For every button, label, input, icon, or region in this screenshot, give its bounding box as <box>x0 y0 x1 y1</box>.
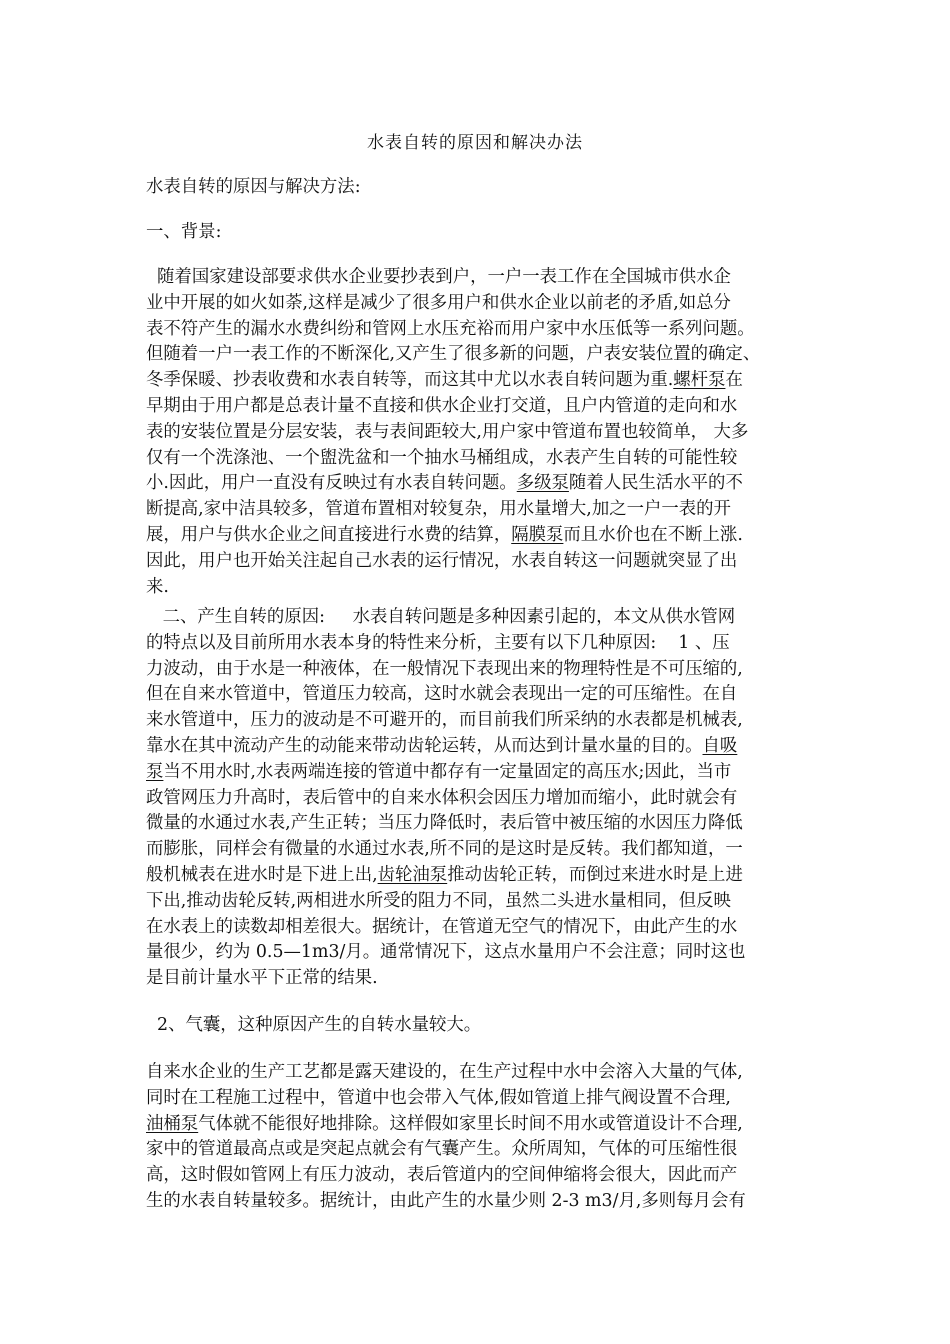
text-line: 力波动，由于水是一种液体，在一般情况下表现出来的物理特性是不可压缩的, <box>146 658 743 679</box>
text-span: 小.因此，用户一直没有反映过有水表自转问题。 <box>146 473 517 494</box>
text-line: 量很少，约为 0.5—1m3/月。通常情况下，这点水量用户不会注意；同时这也 <box>146 942 746 963</box>
link-gear-oil-pump[interactable]: 齿轮油泵 <box>377 864 448 885</box>
paragraph-air-pocket-heading <box>146 1013 808 1039</box>
text-line: 来水管道中，压力的波动是不可避开的，而目前我们所采纳的水表都是机械表, <box>146 710 743 731</box>
text-span: 冬季保暖、抄表收费和水表自转等，而这其中尤以水表自转问题为重. <box>146 370 674 391</box>
text-line: 而膨胀，同样会有微量的水通过水表,所不同的是这时是反转。我们都知道，一 <box>146 839 743 860</box>
text-line: 微量的水通过水表,产生正转；当压力降低时，表后管中被压缩的水因压力降低 <box>146 813 743 834</box>
text-line: 表的安装位置是分层安装，表与表间距较大,用户家中管道布置也较简单， 大多 <box>146 421 749 442</box>
text-span: 而且水价也在不断上涨. <box>563 524 743 545</box>
text-line <box>146 471 808 497</box>
text-line: 生的水表自转量较多。据统计，由此产生的水量少则 2-3 m3/月,多则每月会有 <box>146 1190 746 1211</box>
text-line: 业中开展的如火如荼,这样是减少了很多用户和供水企业以前老的矛盾,如总分 <box>146 292 731 313</box>
link-self-priming-pump-cont[interactable]: 泵 <box>146 761 164 782</box>
text-line: 同时在工程施工过程中，管道中也会带入气体,假如管道上排气阀设置不合理, <box>146 1087 731 1108</box>
text-line: 因此，用户也开始关注起自己水表的运行情况，水表自转这一问题就突显了出 <box>146 550 738 571</box>
paragraph-causes <box>146 605 808 992</box>
intro-line <box>146 175 808 201</box>
text-line: 是目前计量水平下正常的结果. <box>146 968 378 989</box>
text-line: 的特点以及目前所用水表本身的特性来分析，主要有以下几种原因: 1 、压 <box>146 632 730 653</box>
text-line <box>146 734 808 760</box>
text-line: 断提高,家中洁具较多，管道布置相对较复杂，用水量增大,加之一户一表的开 <box>146 499 731 520</box>
section-1-heading <box>146 220 808 246</box>
text-span: 推动齿轮正转，而倒过来进水时是上进 <box>447 864 743 885</box>
link-self-priming-pump[interactable]: 自吸 <box>702 735 738 756</box>
text-line: 但在自来水管道中，管道压力较高，这时水就会表现出一定的可压缩性。在自 <box>146 684 738 705</box>
text-line: 表不符产生的漏水水费纠纷和管网上水压充裕而用户家中水压低等一系列问题。 <box>146 318 755 339</box>
text-line: 仅有一个洗涤池、一个盥洗盆和一个抽水马桶组成，水表产生自转的可能性较 <box>146 447 738 468</box>
text-line <box>146 760 808 786</box>
link-drum-pump[interactable]: 油桶泵 <box>146 1113 199 1134</box>
text-line: 2、气囊，这种原因产生的自转水量较大。 <box>146 1015 482 1035</box>
paragraph-air-pocket <box>146 1060 808 1215</box>
section-1-heading-text: 一、背景: <box>146 222 222 242</box>
text-line <box>146 863 808 889</box>
text-line: 来. <box>146 576 169 597</box>
document-title: 水表自转的原因和解决办法 <box>367 133 583 153</box>
link-screw-pump[interactable]: 螺杆泵 <box>673 370 726 391</box>
text-line: 随着国家建设部要求供水企业要抄表到户，一户一表工作在全国城市供水企 <box>146 267 731 287</box>
intro-text: 水表自转的原因与解决方法: <box>146 177 361 197</box>
text-line: 下出,推动齿轮反转,两相进水所受的阻力不同，虽然二头进水量相同，但反映 <box>146 890 731 911</box>
link-diaphragm-pump[interactable]: 隔膜泵 <box>511 524 564 545</box>
text-line: 在水表上的读数却相差很大。据统计，在管道无空气的情况下，由此产生的水 <box>146 916 738 937</box>
text-line: 自来水企业的生产工艺都是露天建设的，在生产过程中水中会溶入大量的气体, <box>146 1062 743 1082</box>
text-span: 靠水在其中流动产生的动能来带动齿轮运转，从而达到计量水量的目的。 <box>146 735 703 756</box>
text-line: 二、产生自转的原因: 水表自转问题是多种因素引起的，本文从供水管网 <box>146 607 736 627</box>
text-line <box>146 523 808 549</box>
text-line: 早期由于用户都是总表计量不直接和供水企业打交道，且户内管道的走向和水 <box>146 395 738 416</box>
text-line: 高，这时假如管网上有压力波动，表后管道内的空间伸缩将会很大，因此而产 <box>146 1165 738 1186</box>
text-span: 展，用户与供水企业之间直接进行水费的结算， <box>146 524 512 545</box>
paragraph-background <box>146 265 808 600</box>
text-line: 但随着一户一表工作的不断深化,又产生了很多新的问题，户表安装位置的确定、 <box>146 344 761 365</box>
text-span: 在 <box>725 370 743 391</box>
text-line <box>146 368 808 394</box>
text-span: 当不用水时,水表两端连接的管道中都存有一定量固定的高压水;因此，当市 <box>163 761 732 782</box>
link-multistage-pump[interactable]: 多级泵 <box>516 473 569 494</box>
text-line: 家中的管道最高点或是突起点就会有气囊产生。众所周知，气体的可压缩性很 <box>146 1139 738 1160</box>
text-span: 随着人民生活水平的不 <box>568 473 743 494</box>
text-line: 政管网压力升高时，表后管中的自来水体积会因压力增加而缩小，此时就会有 <box>146 787 738 808</box>
text-span: 般机械表在进水时是下进上出, <box>146 864 378 885</box>
text-span: 气体就不能很好地排除。这样假如家里长时间不用水或管道设计不合理, <box>198 1113 743 1134</box>
text-line <box>146 1112 808 1138</box>
